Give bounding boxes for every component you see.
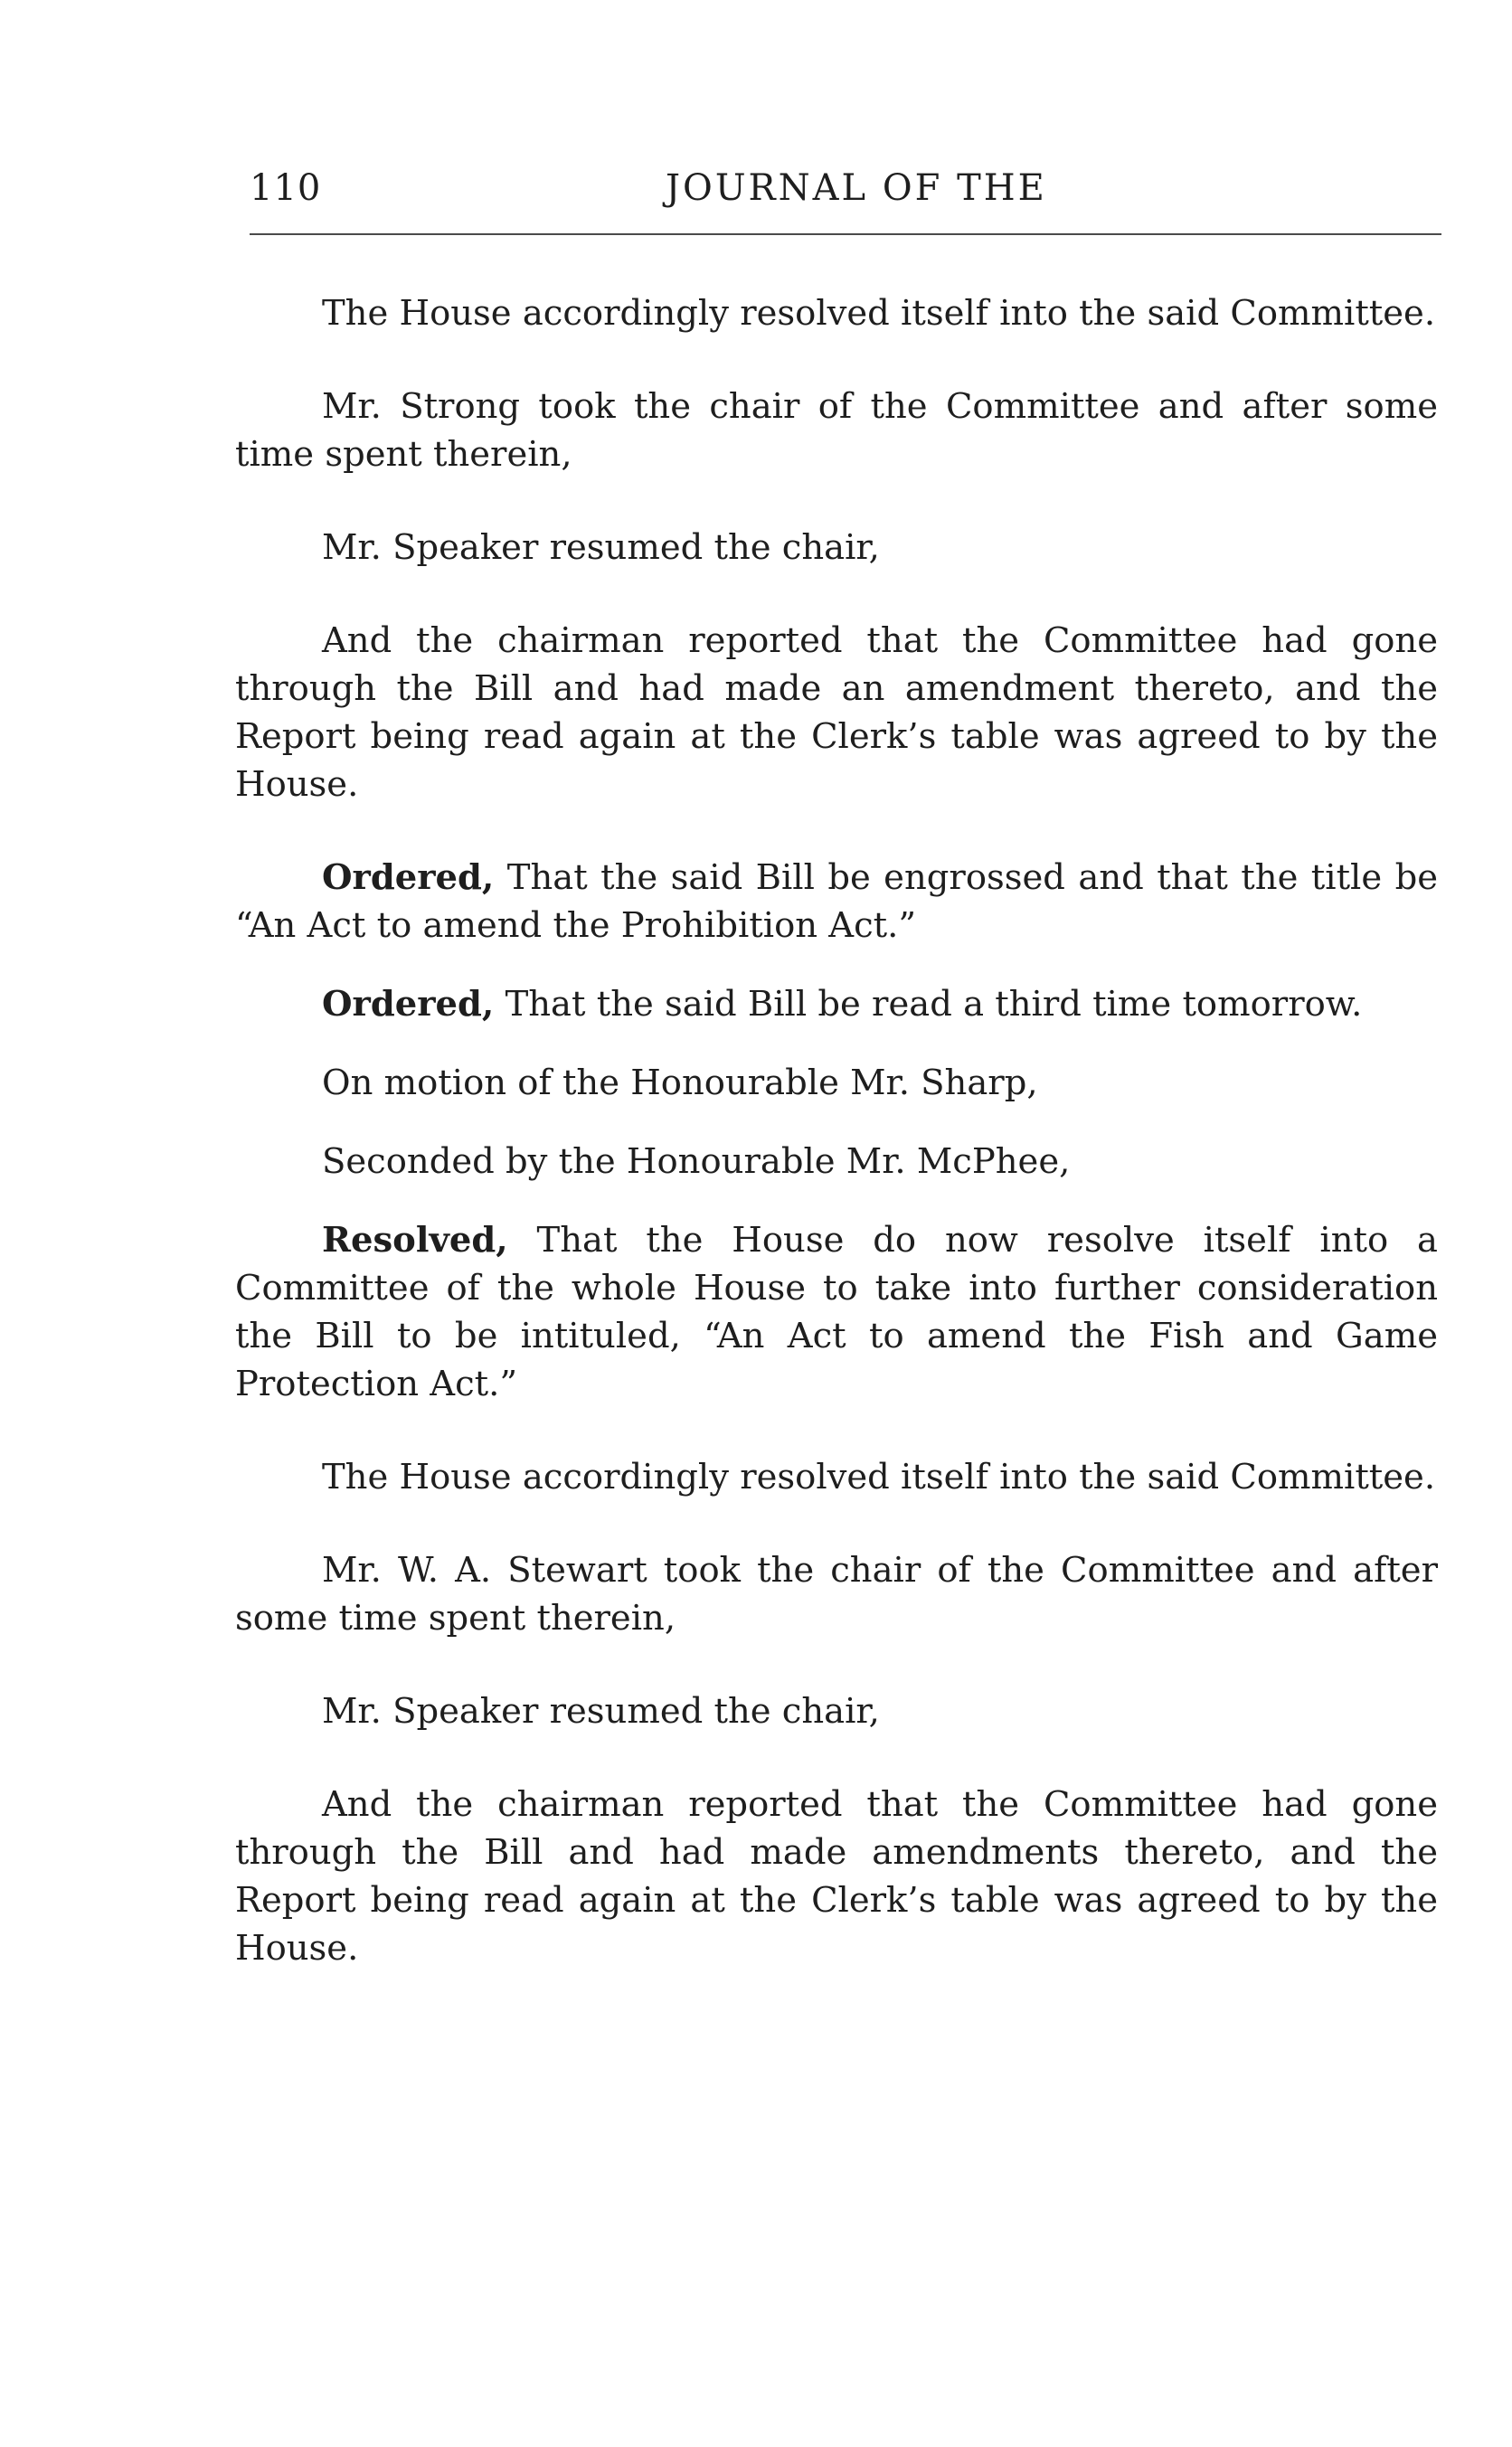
paragraph-lead: Ordered, [322, 857, 495, 898]
paragraph-chairman-reported-2 [235, 1781, 1438, 1972]
paragraph-ordered-engrossed [235, 854, 1438, 950]
paragraph-text: And the chairman reported that the Committee had gone through the Bill and had made an amendment thereto, and the Report being read again at the Clerk’s table was agreed to by the House. [235, 620, 1438, 805]
paragraph-text: That the said Bill be read a third time tomorrow. [494, 984, 1363, 1025]
paragraph-text: Mr. Strong took the chair of the Committee and after some time spent therein, [235, 386, 1438, 475]
running-title: JOURNAL OF THE [666, 167, 1047, 209]
paragraph-committee-resolved [235, 289, 1438, 337]
page-number: 110 [250, 167, 322, 209]
journal-body [235, 289, 1438, 2017]
paragraph-lead: Ordered, [322, 984, 495, 1025]
paragraph-ordered-third-reading [235, 980, 1438, 1028]
paragraph-text: Mr. W. A. Stewart took the chair of the Committee and after some time spent therein, [235, 1550, 1438, 1639]
page-header [250, 161, 1443, 224]
paragraph-text: The House accordingly resolved itself into the said Committee. [322, 1457, 1436, 1497]
paragraph-committee-resolved-2 [235, 1453, 1438, 1501]
paragraph-chair-taken-2 [235, 1546, 1438, 1642]
paragraph-text: That the said Bill be engrossed and that the title be “An Act to amend the Prohibition Act.” [235, 857, 1438, 946]
paragraph-lead: Resolved, [322, 1220, 508, 1261]
paragraph-chairman-reported [235, 617, 1438, 808]
paragraph-text: Seconded by the Honourable Mr. McPhee, [322, 1141, 1071, 1182]
paragraph-text: That the House do now resolve itself into a Committee of the whole House to take into further consideration the Bill to be intituled, “An Act to amend the Fish and Game Protection Act.” [235, 1220, 1438, 1404]
paragraph-text: Mr. Speaker resumed the chair, [322, 1691, 880, 1732]
paragraph-text: And the chairman reported that the Committee had gone through the Bill and had made amendments thereto, and the Report being read again at the Clerk’s table was agreed to by the House. [235, 1784, 1438, 1969]
paragraph-text: On motion of the Honourable Mr. Sharp, [322, 1063, 1038, 1103]
paragraph-text: The House accordingly resolved itself into the said Committee. [322, 293, 1436, 334]
paragraph-chair-taken [235, 383, 1438, 478]
paragraph-seconded [235, 1138, 1438, 1186]
paragraph-speaker-resumed [235, 524, 1438, 572]
paragraph-text: Mr. Speaker resumed the chair, [322, 527, 880, 568]
paragraph-resolved [235, 1216, 1438, 1408]
paragraph-speaker-resumed-2 [235, 1687, 1438, 1735]
paragraph-motion [235, 1059, 1438, 1107]
header-rule [250, 233, 1441, 235]
